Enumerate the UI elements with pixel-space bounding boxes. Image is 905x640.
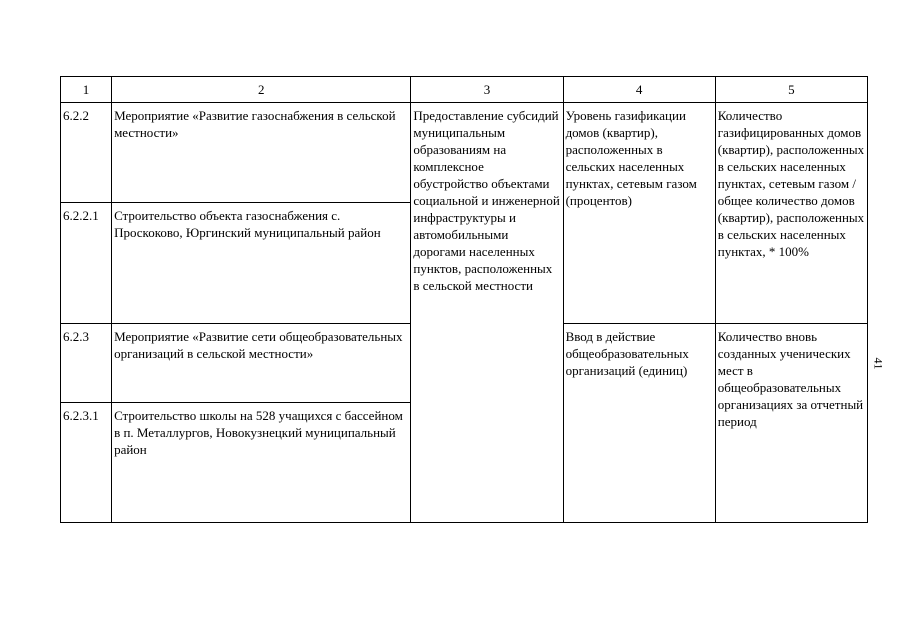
- header-cell-4: 4: [563, 77, 715, 103]
- row-name: Строительство школы на 528 учащихся с бассейном в п. Металлургов, Новокузнецкий муниципальный район: [112, 403, 411, 523]
- row-name: Мероприятие «Развитие сети общеобразовательных организаций в сельской местности»: [112, 324, 411, 403]
- header-cell-5: 5: [715, 77, 867, 103]
- header-cell-2: 2: [112, 77, 411, 103]
- school-formula-cell: Количество вновь созданных ученических мест в общеобразовательных организациях за отчетный период: [715, 324, 867, 523]
- subsidy-description-cell: Предоставление субсидий муниципальным образованиям на комплексное обустройство объектами социальной и инженерной инфраструктуры и автомобильными дорогами населенных пунктов, расположенных в сельской местности: [411, 103, 563, 523]
- header-cell-3: 3: [411, 77, 563, 103]
- row-number: 6.2.2: [61, 103, 112, 203]
- page-number: 41: [871, 357, 886, 370]
- row-number: 6.2.3: [61, 324, 112, 403]
- gas-indicator-cell: Уровень газификации домов (квартир), расположенных в сельских населенных пунктах, сетевым газом (процентов): [563, 103, 715, 324]
- row-number: 6.2.3.1: [61, 403, 112, 523]
- header-cell-1: 1: [61, 77, 112, 103]
- row-number: 6.2.2.1: [61, 203, 112, 324]
- table-row: [61, 103, 868, 203]
- gas-formula-cell: Количество газифицированных домов (квартир), расположенных в сельских населенных пунктах, сетевым газом / общее количество домов (квартир), расположенных в сельских населенных пунктах, * 100%: [715, 103, 867, 324]
- row-name: Строительство объекта газоснабжения с. Проскоково, Юргинский муниципальный район: [112, 203, 411, 324]
- row-name: Мероприятие «Развитие газоснабжения в сельской местности»: [112, 103, 411, 203]
- school-indicator-cell: Ввод в действие общеобразовательных организаций (единиц): [563, 324, 715, 523]
- table-header-row: [61, 77, 868, 103]
- indicators-table: [60, 76, 868, 523]
